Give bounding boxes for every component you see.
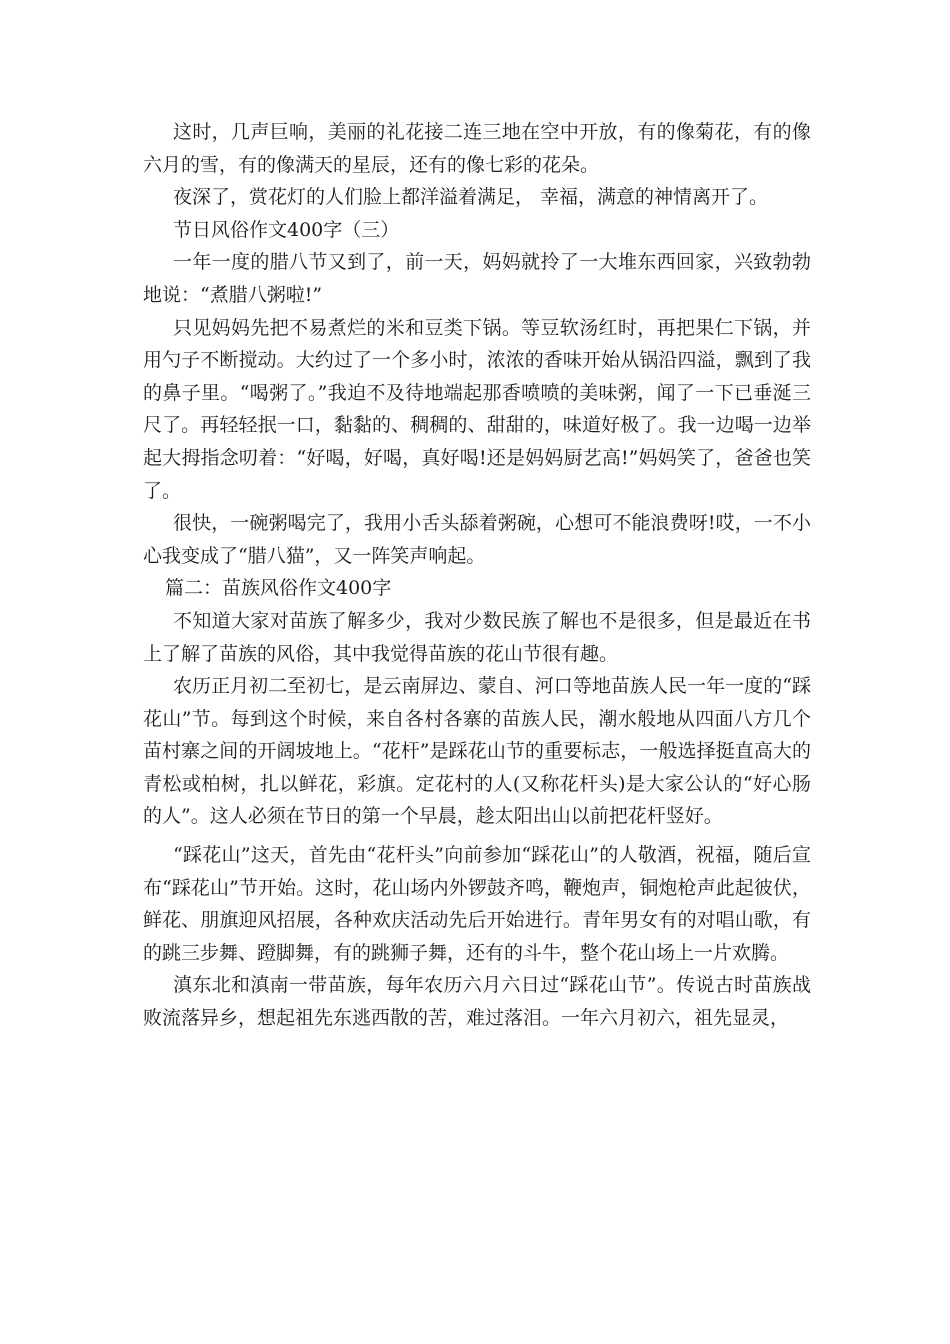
paragraph-laba-cooking: 只见妈妈先把不易煮烂的米和豆类下锅。等豆软汤红时，再把果仁下锅，并用勺子不断搅动。大约过了一个多小时，浓浓的香味开始从锅沿四溢，飘到了我的鼻子里。“喝粥了。”我迫不及待地端起那香喷喷的美味粥，闻了一下已垂涎三尺了。再轻轻抿一口，黏黏的、稠稠的、甜甜的，味道好极了。我一边喝一边举起大拇指念叨着：“好喝，好喝，真好喝!还是妈妈厨艺高!”妈妈笑了，爸爸也笑了。 [143,316,811,502]
paragraph-laba-intro: 一年一度的腊八节又到了，前一天，妈妈就拎了一大堆东西回家，兴致勃勃地说：“煮腊八粥啦!” [143,251,811,306]
paragraph-miao-intro: 不知道大家对苗族了解多少，我对少数民族了解也不是很多，但是最近在书上了解了苗族的风俗，其中我觉得苗族的花山节很有趣。 [143,609,811,665]
paragraph-dian-miao: 滇东北和滇南一带苗族，每年农历六月六日过“踩花山节”。传说古时苗族战败流落异乡，想起祖先东逃西散的苦，难过落泪。一年六月初六，祖先显灵， [143,974,811,1030]
section-heading-festival-essay-3: 节日风俗作文400字（三） [173,218,400,241]
section-heading-miao-essay: 篇二：苗族风俗作文400字 [165,577,392,600]
paragraph-huashan-festival: 农历正月初二至初七，是云南屏边、蒙自、河口等地苗族人民一年一度的“踩花山”节。每到这个时候，来自各村各寨的苗族人民，潮水般地从四面八方几个苗村寨之间的开阔坡地上。“花杆”是踩花山节的重要标志，一般选择挺直高大的青松或柏树，扎以鲜花，彩旗。定花村的人(又称花杆头)是大家公认的“好心肠的人”。这人必须在节日的第一个早晨，趁太阳出山以前把花杆竖好。 [143,675,811,828]
paragraph-huashan-day: “踩花山”这天，首先由“花杆头”向前参加“踩花山”的人敬酒，祝福，随后宣布“踩花山”节开始。这时，花山场内外锣鼓齐鸣，鞭炮声，铜炮枪声此起彼伏，鲜花、朋旗迎风招展，各种欢庆活动先后开始进行。青年男女有的对唱山歌，有的跳三步舞、蹬脚舞，有的跳狮子舞，还有的斗牛，整个花山场上一片欢腾。 [143,844,811,964]
paragraph-fireworks: 这时，几声巨响，美丽的礼花接二连三地在空中开放，有的像菊花，有的像六月的雪，有的像满天的星辰，还有的像七彩的花朵。 [143,121,811,176]
paragraph-night: 夜深了，赏花灯的人们脸上都洋溢着满足， 幸福，满意的神情离开了。 [173,186,769,209]
document-body [143,116,811,1035]
paragraph-laba-cat: 很快，一碗粥喝完了，我用小舌头舔着粥碗，心想可不能浪费呀!哎，一不小心我变成了“腊八猫”，又一阵笑声响起。 [143,512,811,567]
